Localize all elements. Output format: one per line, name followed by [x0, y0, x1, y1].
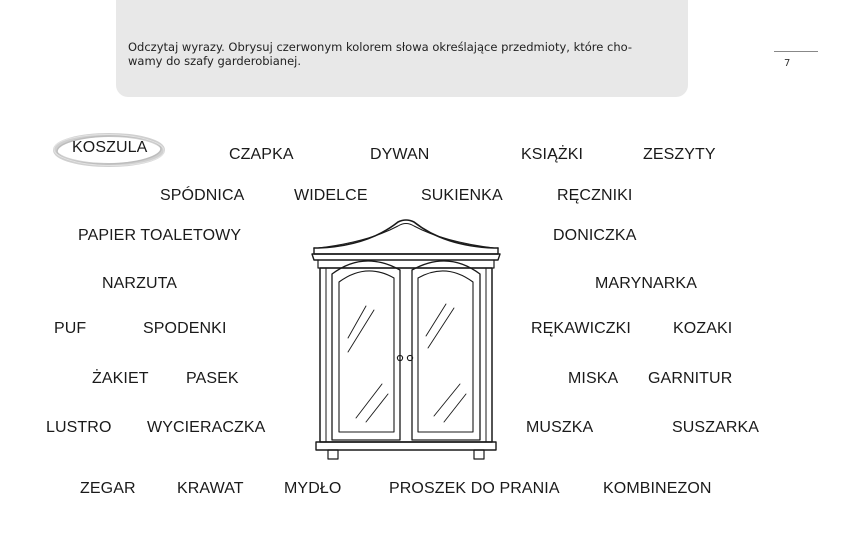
example-circled-word: [52, 132, 166, 168]
word-narzuta[interactable]: NARZUTA: [102, 275, 178, 292]
word-marynarka[interactable]: MARYNARKA: [595, 275, 697, 292]
word-reczniki[interactable]: RĘCZNIKI: [557, 187, 633, 204]
word-puf[interactable]: PUF: [54, 320, 87, 337]
word-krawat[interactable]: KRAWAT: [177, 480, 244, 497]
word-mydlo[interactable]: MYDŁO: [284, 480, 342, 497]
word-suszarka[interactable]: SUSZARKA: [672, 419, 760, 436]
page-number: 7: [784, 58, 791, 69]
word-doniczka[interactable]: DONICZKA: [553, 227, 637, 244]
word-spodnica[interactable]: SPÓDNICA: [160, 187, 245, 204]
word-wycieraczka[interactable]: WYCIERACZKA: [147, 419, 266, 436]
word-muszka[interactable]: MUSZKA: [526, 419, 594, 436]
word-lustro[interactable]: LUSTRO: [46, 419, 112, 436]
word-kombinezon: KOMBINEZON: [603, 480, 712, 497]
word-proszek-do-prania[interactable]: PROSZEK DO PRANIA: [389, 480, 560, 497]
instruction-box: [116, 0, 688, 97]
word-miska[interactable]: MISKA: [568, 370, 619, 387]
wardrobe-icon: [308, 218, 504, 468]
instruction-text: [128, 40, 676, 68]
word-zeszyty[interactable]: ZESZYTY: [643, 146, 716, 163]
word-zegar[interactable]: ZEGAR: [80, 480, 136, 497]
word-garnitur[interactable]: GARNITUR: [648, 370, 733, 387]
word-zakiet[interactable]: ŻAKIET: [92, 370, 149, 387]
word-pasek[interactable]: PASEK: [186, 370, 239, 387]
word-widelce[interactable]: WIDELCE: [294, 187, 368, 204]
instruction-line-1: Odczytaj wyrazy. Obrysuj czerwonym kolorem słowa określające przedmioty, które cho-: [128, 40, 633, 54]
word-czapka[interactable]: CZAPKA: [229, 146, 294, 163]
word-ksiazki[interactable]: KSIĄŻKI: [521, 146, 584, 163]
word-sukienka[interactable]: SUKIENKA: [421, 187, 503, 204]
word-papier-toaletowy[interactable]: PAPIER TOALETOWY: [78, 227, 242, 244]
wardrobe-illustration: [308, 218, 504, 473]
word-koszula[interactable]: KOSZULA: [72, 139, 148, 156]
word-rekawiczki[interactable]: RĘKAWICZKI: [531, 320, 631, 337]
word-dywan[interactable]: DYWAN: [370, 146, 430, 163]
word-kozaki[interactable]: KOZAKI: [673, 320, 733, 337]
instruction-line-2: wamy do szafy garderobianej.: [128, 54, 302, 68]
page-number-rule: [774, 51, 818, 52]
word-spodenki[interactable]: SPODENKI: [143, 320, 227, 337]
